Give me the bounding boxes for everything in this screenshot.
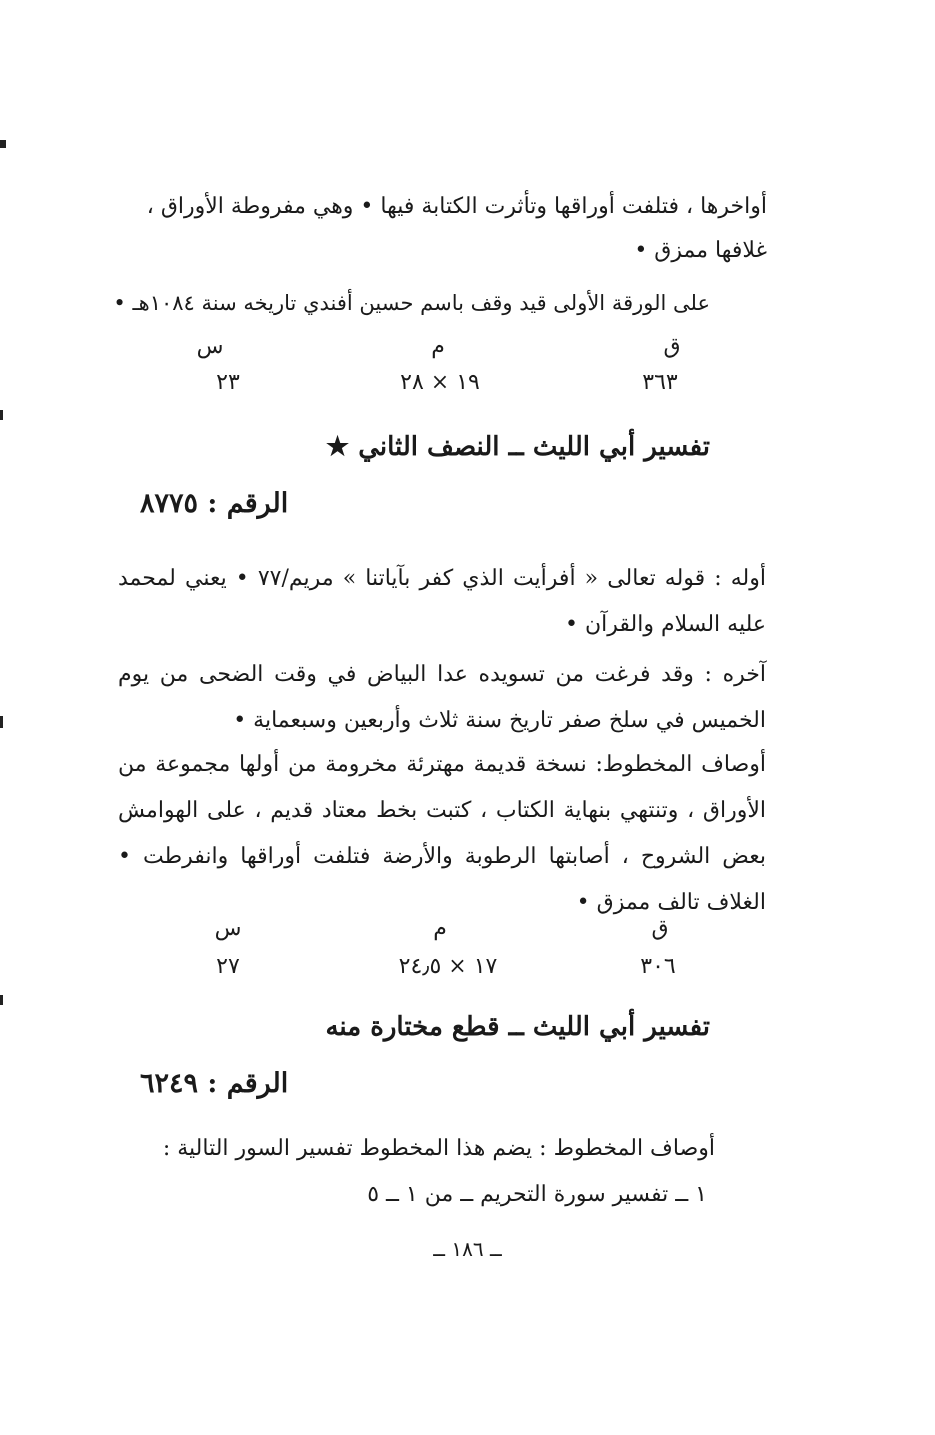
scan-edge-mark	[0, 716, 3, 728]
table1-value-s: ٢٣	[216, 370, 240, 395]
table1-header-s: س	[196, 334, 224, 359]
table2-value-s: ٢٧	[216, 954, 240, 979]
entry1-number: الرقم : ٨٧٧٥	[140, 488, 289, 519]
table1-value-q: ٣٦٣	[642, 370, 678, 395]
entry1-title: تفسير أبي الليث ــ النصف الثاني ★	[325, 432, 710, 462]
entry1-awwaluh: أوله : قوله تعالى « أفرأيت الذي كفر بآياتنا » مريم/٧٧ • يعني لمحمد عليه السلام والقرآن •	[118, 566, 766, 637]
page-number: ــ ١٨٦ ــ	[433, 1237, 502, 1261]
table2-value-m: ١٧ × ٢٤٫٥	[398, 954, 498, 979]
scan-edge-mark	[0, 995, 3, 1005]
entry1-description: أوصاف المخطوط: نسخة قديمة مهترئة مخرومة من أولها مجموعة من الأوراق ، وتنتهي بنهاية الكتاب ، كتبت بخط معتاد قديم ، على الهوامش بعض الشروح ، أصابتها الرطوبة والأرضة فتلفت أوراقها وانفرطت • الغلاف تالف ممزق •	[118, 752, 767, 915]
continued-line-1: أواخرها ، فتلفت أوراقها وتأثرت الكتابة فيها • وهي مفروطة الأوراق ،	[146, 194, 767, 219]
table1-header-m: م	[431, 334, 445, 359]
table2-header-m: م	[433, 916, 447, 941]
table1-value-m: ١٩ × ٢٨	[400, 370, 480, 395]
entry1-akhiruh: آخره : وقد فرغت من تسويده عدا البياض في وقت الضحى من يوم الخميس في سلخ صفر تاريخ سنة ثلاث وأربعين وسبعماية •	[118, 662, 766, 733]
table2-value-q: ٣٠٦	[640, 954, 676, 979]
scan-edge-mark	[0, 410, 3, 420]
entry2-title: تفسير أبي الليث ــ قطع مختارة منه	[325, 1012, 710, 1042]
entry2-item-1: ١ ــ تفسير سورة التحريم ــ من ١ ــ ٥	[367, 1182, 707, 1207]
entry2-description: أوصاف المخطوط : يضم هذا المخطوط تفسير السور التالية :	[162, 1136, 715, 1161]
waqf-note: على الورقة الأولى قيد وقف باسم حسين أفندي تاريخه سنة ١٠٨٤هـ •	[113, 291, 710, 315]
entry2-number: الرقم : ٦٢٤٩	[140, 1068, 289, 1099]
scan-edge-mark	[0, 140, 6, 148]
table1-header-q: ق	[663, 334, 681, 359]
continued-line-2: غلافها ممزق •	[634, 238, 767, 263]
table2-header-q: ق	[651, 916, 669, 941]
table2-header-s: س	[214, 916, 242, 941]
